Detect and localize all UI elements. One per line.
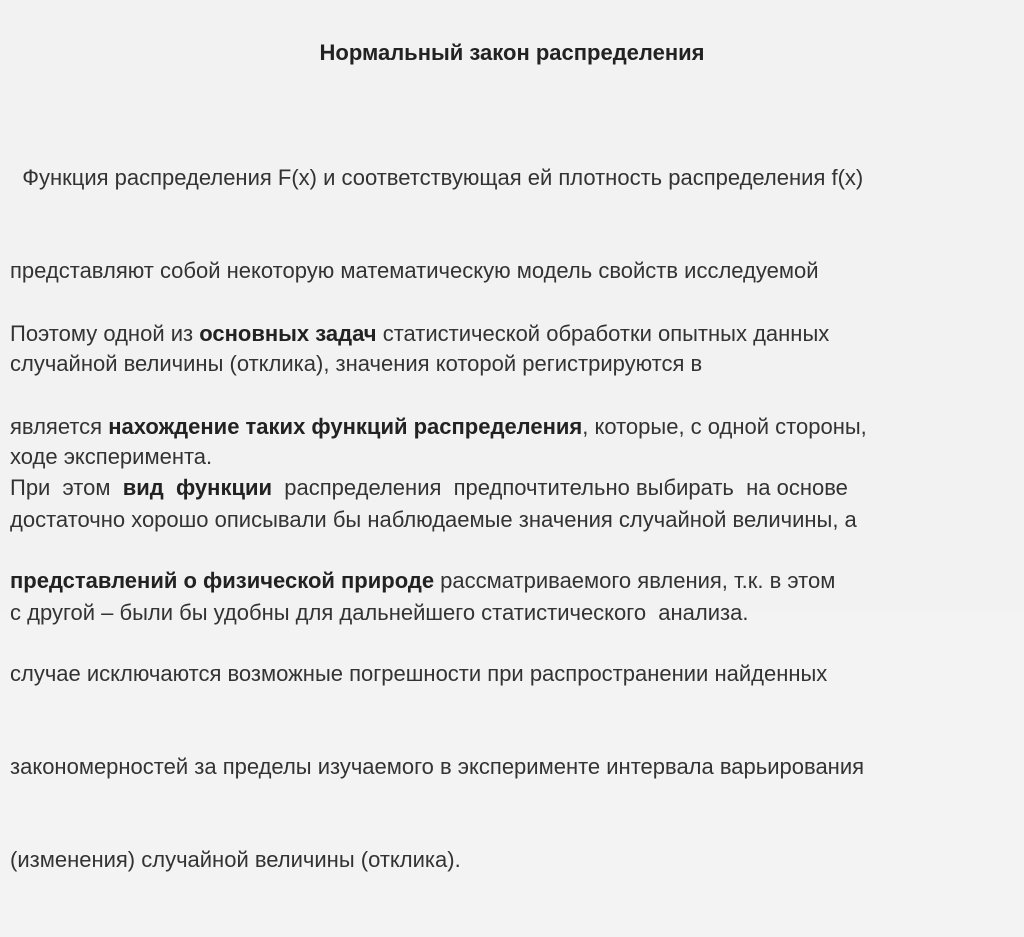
text-line: Функция распределения F(x) и соответствующая ей плотность распределения f(x)	[10, 165, 864, 190]
text-run: Поэтому одной из	[10, 321, 200, 346]
text-line	[10, 472, 1010, 503]
text-line	[10, 318, 1010, 349]
text-line: с другой – были бы удобны для дальнейшего статистического анализа.	[10, 600, 749, 625]
text-run: является	[10, 414, 109, 439]
text-run: рассматриваемого явления, т.к. в этом	[434, 568, 836, 593]
text-line: (изменения) случайной величины (отклика).	[10, 847, 461, 872]
bold-text: представлений о физической природе	[10, 568, 435, 593]
bold-text: вид функции	[122, 475, 273, 500]
text-run: статистической обработки опытных данных	[376, 321, 830, 346]
text-line: случайной величины (отклика), значения которой регистрируются в	[10, 351, 703, 376]
slide-title: Нормальный закон распределения	[319, 40, 705, 65]
bold-text: нахождение таких функций распределения	[108, 414, 583, 439]
text-line: ходе эксперимента.	[10, 444, 213, 469]
text-line: представляют собой некоторую математическую модель свойств исследуемой	[10, 258, 819, 283]
bold-text: основных задач	[199, 321, 377, 346]
text-run: При этом	[10, 475, 123, 500]
text-run: , которые, с одной стороны,	[582, 414, 867, 439]
paragraph-function-choice	[10, 410, 1010, 937]
text-line	[10, 565, 1010, 596]
text-run: распределения предпочтительно выбирать на основе	[272, 475, 848, 500]
text-line: случае исключаются возможные погрешности при распространении найденных	[10, 661, 828, 686]
text-line: закономерностей за пределы изучаемого в эксперименте интервала варьирования	[10, 754, 865, 779]
text-line: достаточно хорошо описывали бы наблюдаемые значения случайной величины, а	[10, 507, 857, 532]
